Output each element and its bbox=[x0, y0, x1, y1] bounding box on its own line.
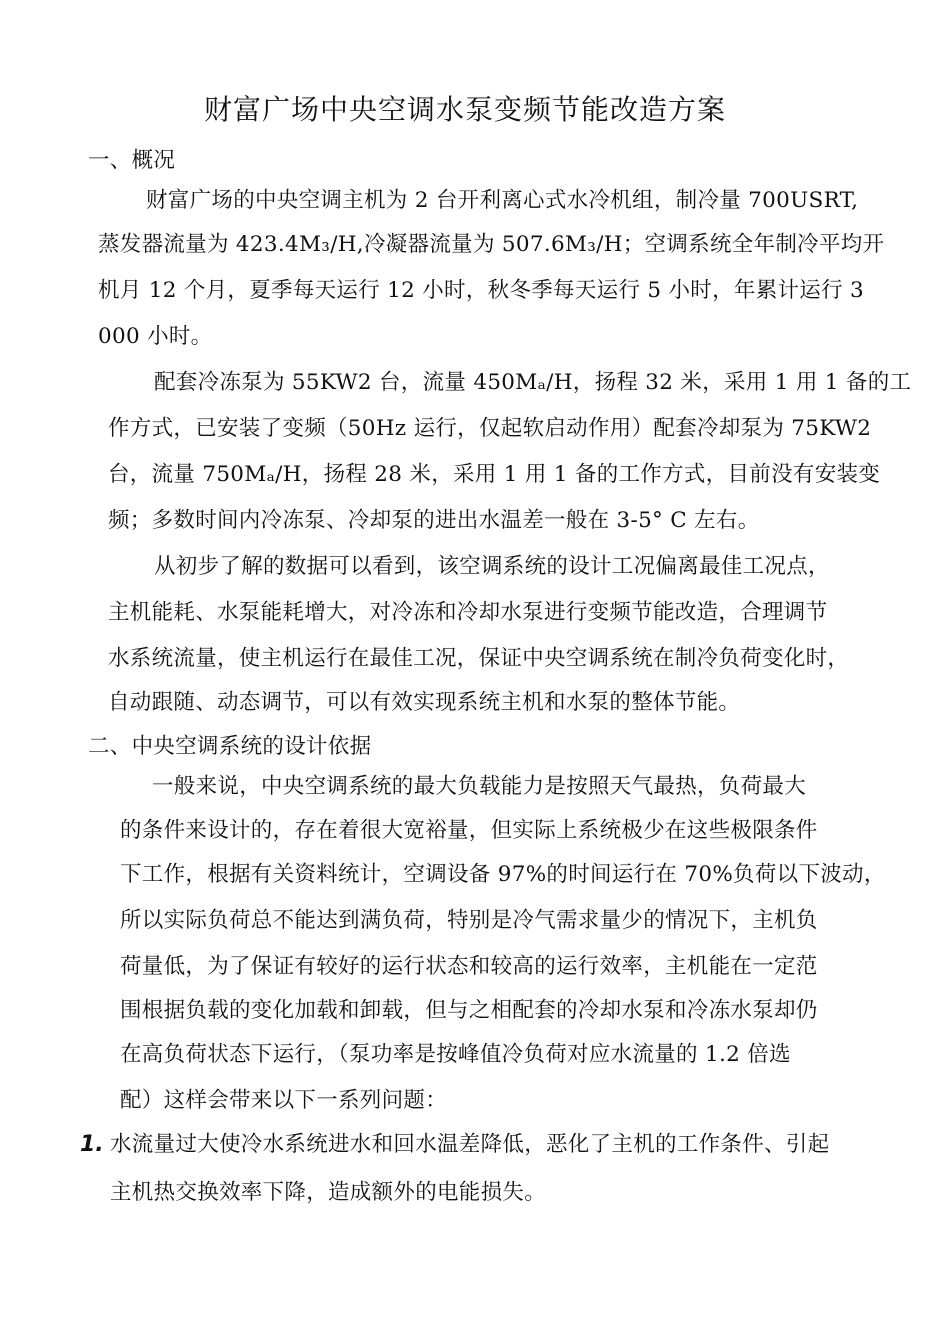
paragraph-line: 的条件来设计的，存在着很大宽裕量，但实际上系统极少在这些极限条件 bbox=[120, 818, 818, 843]
paragraph-line: 作方式，已安装了变频（50Hz 运行，仅起软启动作用）配套冷却泵为 75KW2 bbox=[108, 416, 872, 441]
list-item-line: 水流量过大使冷水系统进水和回水温差降低，恶化了主机的工作条件、引起 bbox=[110, 1132, 830, 1157]
paragraph-line: 配套冷冻泵为 55KW2 台，流量 450Mₐ/H，扬程 32 米，采用 1 用 1 备的工 bbox=[154, 370, 912, 395]
paragraph-line: 在高负荷状态下运行，（泵功率是按峰值冷负荷对应水流量的 1.2 倍选 bbox=[120, 1042, 791, 1067]
section-heading-design-basis: 二、中央空调系统的设计依据 bbox=[88, 734, 372, 759]
paragraph-line: 从初步了解的数据可以看到，该空调系统的设计工况偏离最佳工况点， bbox=[154, 554, 830, 579]
paragraph-line: 频；多数时间内冷冻泵、冷却泵的进出水温差一般在 3-5° C 左右。 bbox=[108, 508, 760, 533]
paragraph-line: 财富广场的中央空调主机为 2 台开利离心式水冷机组，制冷量 700USRT, bbox=[146, 188, 859, 213]
paragraph-line: 000 小时。 bbox=[98, 324, 213, 349]
paragraph-line: 围根据负载的变化加载和卸载，但与之相配套的冷却水泵和冷冻水泵却仍 bbox=[120, 998, 818, 1023]
paragraph-line: 蒸发器流量为 423.4M₃/H,冷凝器流量为 507.6M₃/H；空调系统全年制冷平均开 bbox=[98, 232, 885, 257]
list-item-line: 主机热交换效率下降，造成额外的电能损失。 bbox=[110, 1180, 547, 1205]
paragraph-line: 荷量低，为了保证有较好的运行状态和较高的运行效率，主机能在一定范 bbox=[120, 954, 818, 979]
paragraph-line: 配）这样会带来以下一系列问题： bbox=[120, 1088, 448, 1113]
paragraph-line: 台，流量 750Mₐ/H，扬程 28 米，采用 1 用 1 备的工作方式，目前没有安装变 bbox=[108, 462, 881, 487]
paragraph-line: 一般来说，中央空调系统的最大负载能力是按照天气最热，负荷最大 bbox=[152, 774, 807, 799]
document-title: 财富广场中央空调水泵变频节能改造方案 bbox=[203, 93, 726, 126]
paragraph-line: 下工作，根据有关资料统计，空调设备 97%的时间运行在 70%负荷以下波动， bbox=[120, 862, 886, 887]
paragraph-line: 水系统流量，使主机运行在最佳工况，保证中央空调系统在制冷负荷变化时， bbox=[108, 646, 850, 671]
paragraph-line: 自动跟随、动态调节，可以有效实现系统主机和水泵的整体节能。 bbox=[108, 690, 741, 715]
section-heading-overview: 一、概况 bbox=[88, 148, 176, 173]
paragraph-line: 主机能耗、水泵能耗增大，对冷冻和冷却水泵进行变频节能改造，合理调节 bbox=[108, 600, 828, 625]
paragraph-line: 机月 12 个月，夏季每天运行 12 小时，秋冬季每天运行 5 小时，年累计运行 3 bbox=[98, 278, 865, 303]
paragraph-line: 所以实际负荷总不能达到满负荷，特别是冷气需求量少的情况下，主机负 bbox=[120, 908, 818, 933]
list-number: 1. bbox=[80, 1132, 104, 1157]
